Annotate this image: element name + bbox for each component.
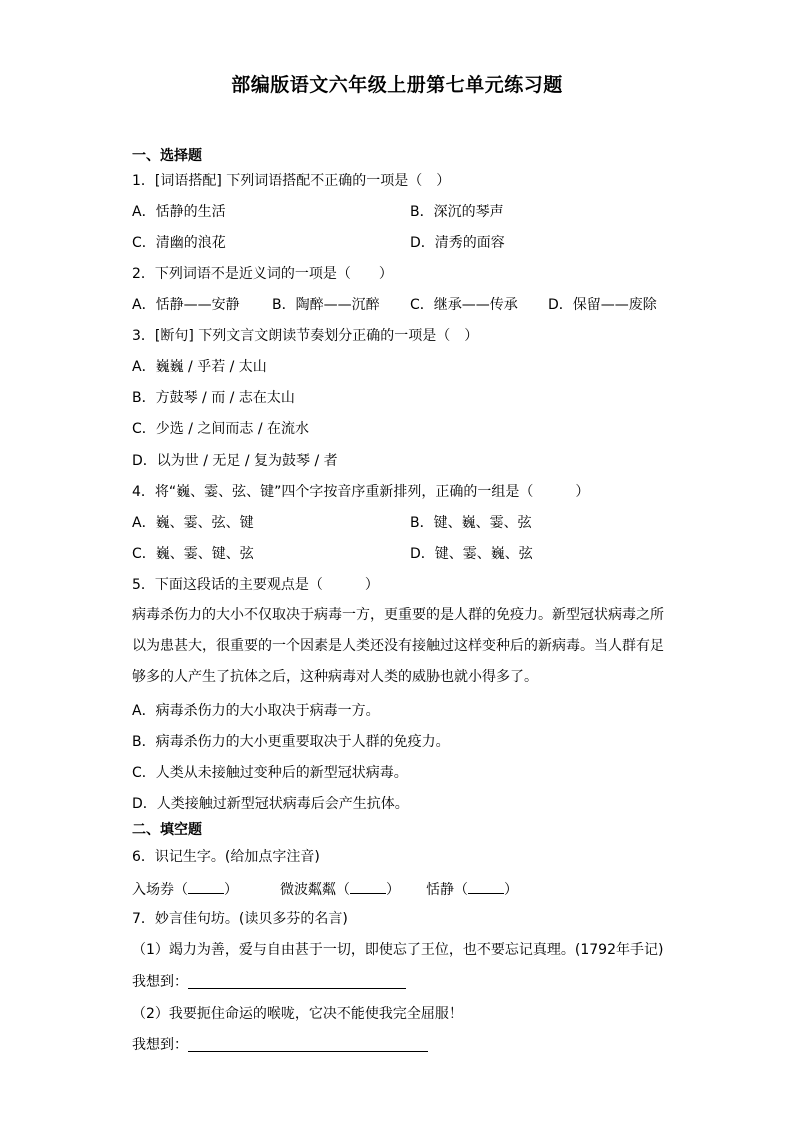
question-3-stem: 3．[断句] 下列文言文朗读节奏划分正确的一项是（ ） [132,328,479,344]
question-6-item-1 [132,879,238,899]
question-5-stem: 5．下面这段话的主要观点是（ ） [132,577,379,593]
question-1-option-c: C．清幽的浪花 [132,235,226,251]
question-3-option-b: B．方鼓琴 / 而 / 志在太山 [132,390,295,406]
question-6-blank-2[interactable] [350,879,386,894]
question-6-blank-3[interactable] [468,879,504,894]
question-2-option-c: C．继承——传承 [410,297,518,313]
question-5-option-a: A．病毒杀伤力的大小取决于病毒一方。 [132,703,380,719]
question-7-answer-2-label: 我想到： [132,1037,188,1053]
page-title: 部编版语文六年级上册第七单元练习题 [231,74,563,96]
question-6-stem: 6．识记生字。(给加点字注音) [132,849,320,865]
question-5-option-b: B．病毒杀伤力的大小更重要取决于人群的免疫力。 [132,734,450,750]
question-6-blank-1[interactable] [188,879,224,894]
question-4-option-d: D．键、霎、巍、弦 [410,546,533,562]
question-3-option-c: C．少选 / 之间而志 / 在流水 [132,421,310,437]
question-3-option-a: A．巍巍 / 乎若 / 太山 [132,359,267,375]
section-heading-fill-in: 二、填空题 [132,822,202,838]
question-2-option-b: B．陶醉——沉醉 [272,297,380,313]
section-heading-choice: 一、选择题 [132,148,202,164]
question-4-option-a: A．巍、霎、弦、键 [132,515,254,531]
question-6-item-2 [280,879,400,899]
question-2-option-a: A．恬静——安静 [132,297,240,313]
question-6-item-3-label: 恬静（ [426,882,468,898]
question-4-option-c: C．巍、霎、键、弦 [132,546,254,562]
question-5-option-d: D．人类接触过新型冠状病毒后会产生抗体。 [132,796,409,812]
question-1-option-b: B．深沉的琴声 [410,204,504,220]
question-4-option-b: B．键、巍、霎、弦 [410,515,532,531]
question-7-stem: 7．妙言佳句坊。(读贝多芬的名言) [132,911,348,927]
question-6-item-3 [426,879,518,899]
question-6-item-2-label: 微波粼粼（ [280,882,350,898]
question-2-option-d: D．保留——废除 [548,297,657,313]
question-7-sub-2: （2）我要扼住命运的喉咙，它决不能使我完全屈服！ [132,1006,463,1022]
question-4-stem: 4．将“巍、霎、弦、键”四个字按音序重新排列，正确的一组是（ ） [132,484,590,500]
question-3-option-d: D．以为世 / 无足 / 复为鼓琴 / 者 [132,453,338,469]
question-6-item-3-close: ） [504,882,518,898]
question-7-answer-2-line[interactable] [188,1050,428,1052]
question-2-stem: 2．下列词语不是近义词的一项是（ ） [132,266,393,282]
question-6-item-1-close: ） [224,882,238,898]
question-7-sub-1: （1）竭力为善，爱与自由甚于一切，即使忘了王位，也不要忘记真理。(1792年手记) [132,942,664,958]
question-6-item-1-label: 入场券（ [132,882,188,898]
question-1-option-d: D．清秀的面容 [410,235,505,251]
question-1-stem: 1．[词语搭配] 下列词语搭配不正确的一项是（ ） [132,173,451,189]
question-5-passage: 病毒杀伤力的大小不仅取决于病毒一方，更重要的是人群的免疫力。新型冠状病毒之所以为患甚大，很重要的一个因素是人类还没有接触过这样变种后的新病毒。当人群有足够多的人产生了抗体之后，这种病毒对人类的威胁也就小得多了。 [132,607,664,685]
question-1-option-a: A．恬静的生活 [132,204,226,220]
question-7-answer-1-line[interactable] [188,987,406,989]
question-6-item-2-close: ） [386,882,400,898]
question-7-answer-1-label: 我想到： [132,974,188,990]
question-5-option-c: C．人类从未接触过变种后的新型冠状病毒。 [132,765,408,781]
